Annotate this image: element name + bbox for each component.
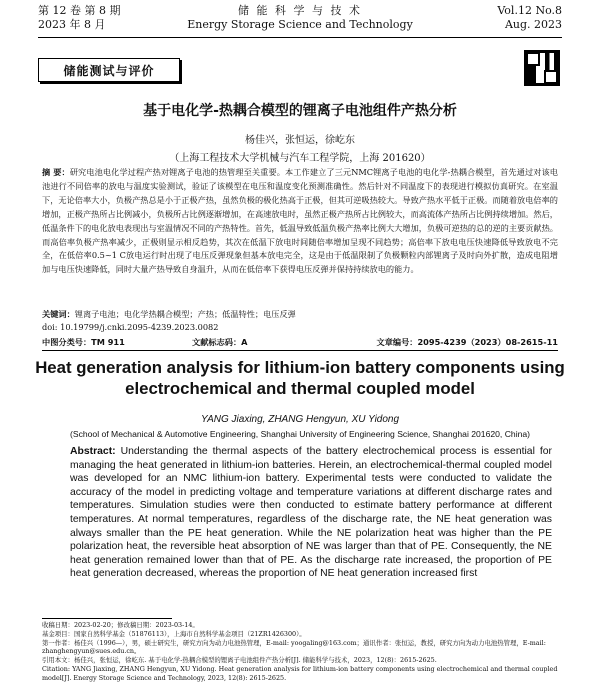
footnote-funding: 基金项目：国家自然科学基金（51876113），上海市自然科学基金项目（21ZR1426300）。 bbox=[42, 629, 306, 638]
chinese-abstract-label: 摘 要： bbox=[42, 167, 70, 177]
clc-number: 中图分类号：TM 911 bbox=[42, 337, 125, 347]
chinese-authors: 杨佳兴，张恒运，徐屹东 bbox=[245, 135, 355, 146]
footnotes bbox=[42, 621, 558, 683]
chinese-affiliation: （上海工程技术大学机械与汽车工程学院，上海 201620） bbox=[169, 153, 431, 164]
qr-code-icon[interactable] bbox=[524, 50, 560, 86]
english-affiliation: (School of Mechanical & Automotive Engineering, Shanghai University of Engineering Science, Shanghai 201620, China) bbox=[69, 429, 531, 439]
running-header bbox=[38, 4, 562, 36]
article-number: 文章编号：2095-4239（2023）08-2615-11 bbox=[376, 337, 558, 347]
date-cn: 2023 年 8 月 bbox=[38, 18, 106, 31]
keywords-text: 锂离子电池；电化学热耦合模型；产热；低温特性；电压反弹 bbox=[74, 309, 296, 319]
chinese-title: 基于电化学-热耦合模型的锂离子电池组件产热分析 bbox=[143, 103, 457, 119]
classification-rule bbox=[42, 350, 558, 351]
english-abstract bbox=[70, 445, 552, 581]
chinese-keywords bbox=[42, 309, 558, 320]
volume-issue-cn: 第 12 卷 第 8 期 bbox=[38, 4, 121, 17]
classification-line bbox=[42, 337, 558, 349]
footnote-citation-en: Citation: YANG Jiaxing, ZHANG Hengyun, XU Yidong. Heat generation analysis for lithium-ion battery components using electrochemical and thermal coupled model[J]. Energy Storage Science and Technology, 2023, 12(8): 2615-2625. bbox=[42, 664, 558, 682]
document-code: 文献标志码：A bbox=[192, 337, 248, 347]
volume-issue-en: Vol.12 No.8 bbox=[497, 4, 562, 17]
footnote-received: 收稿日期：2023-02-20；修改稿日期：2023-03-14。 bbox=[42, 621, 199, 629]
header-center bbox=[38, 4, 562, 32]
section-label: 储能测试与评价 bbox=[38, 58, 180, 82]
journal-name-en: Energy Storage Science and Technology bbox=[187, 18, 413, 31]
header-right bbox=[497, 4, 562, 32]
footnote-rule bbox=[42, 618, 172, 619]
english-title: Heat generation analysis for lithium-ion battery components using electrochemical and thermal coupled model bbox=[35, 358, 565, 398]
journal-name-cn: 储 能 科 学 与 技 术 bbox=[238, 4, 362, 17]
date-en: Aug. 2023 bbox=[504, 18, 562, 31]
chinese-abstract-text: 研究电池电化学过程产热对锂离子电池的热管理至关重要。本工作建立了三元NMC锂离子电池的电化学-热耦合模型，首先通过对该电池进行不同倍率的放电与温度实验测试，验证了该模型在电压和温度变化预测准确性。然后针对不同温度下的表现进行模拟仿真研究。在室温下，无论倍率大小，负极产热总是小于正极产热，虽然负极的极化热高于正极，但其可逆吸热较大。导致产热水平低于正极。而随着放电倍率的增加，正极产热所占比例减小，负极所占比例逐渐增加，在高速放电时，虽然正极产热所占比例较大，而高流体产热所占比例持续增加。然后，低温条件下的电化放电表现出与室温情况不同的产热特性。首先，低温导致低温负极产热率比例大大增加，负极可逆热的总的逆的主要贡献热。而高倍率负极产热率减少，正极则显示相反趋势，其次在低温下放电时间随倍率增加呈现不同趋势；高倍率下放电电压快速降低导致放电不完全，在低倍率0.5~1 C放电运行时出现了电压反弹现象但基本放电完全，这是由于低温限制了负极颗粒内部锂离子及时向外扩散，造成电阻增加与电压快速降低，同时大量产热导致自身温升，从而在低倍率下获得电压反弹并保持持续放电的能力。 bbox=[42, 167, 558, 275]
chinese-abstract bbox=[42, 166, 558, 277]
keywords-label: 关键词： bbox=[42, 309, 75, 319]
header-rule bbox=[38, 37, 562, 38]
footnote-authors: 第一作者：杨佳兴（1996—），男，硕士研究生，研究方向为动力电池热管理，E-mail: yoogaling@163.com；通讯作者：张恒运，教授，研究方向为动力电池热管理，E-mail: zhanghengyun@sues.edu.cn。 bbox=[42, 638, 546, 656]
english-authors: YANG Jiaxing, ZHANG Hengyun, XU Yidong bbox=[200, 414, 400, 425]
english-abstract-text: Understanding the thermal aspects of the battery electrochemical process is essential for managing the heat generated in lithium-ion batteries. Herein, an electrochemical-thermal coupled model was developed for an NMC lithium-ion battery. Experimental tests were conducted to validate the accuracy of the model in predicting voltage and temperature variations at different discharge rates and temperatures. Simulation studies were then conducted to estimate battery performance at different temperatures. At normal temperatures, regardless of the discharge rate, the NE heat generation was always smaller than the PE heat generation. While the NE polarization heat was higher than the PE polarization heat, the reversible heat absorption of NE was larger than that of PE. Consequently, the NE heat generation remained lower than that of PE. As the discharge rate increased, the proportion of PE heat generation decreased, whereas the proportion of NE heat generation increased first bbox=[70, 446, 552, 580]
english-abstract-label: Abstract: bbox=[70, 446, 116, 457]
footnote-citation-cn: 引用本文：杨佳兴，张恒运，徐屹东. 基于电化学-热耦合模型的锂离子电池组件产热分析[J]. 储能科学与技术，2023，12(8)：2615-2625. bbox=[42, 656, 437, 665]
doi[interactable]: doi: 10.19799/j.cnki.2095-4239.2023.0082 bbox=[42, 322, 219, 332]
